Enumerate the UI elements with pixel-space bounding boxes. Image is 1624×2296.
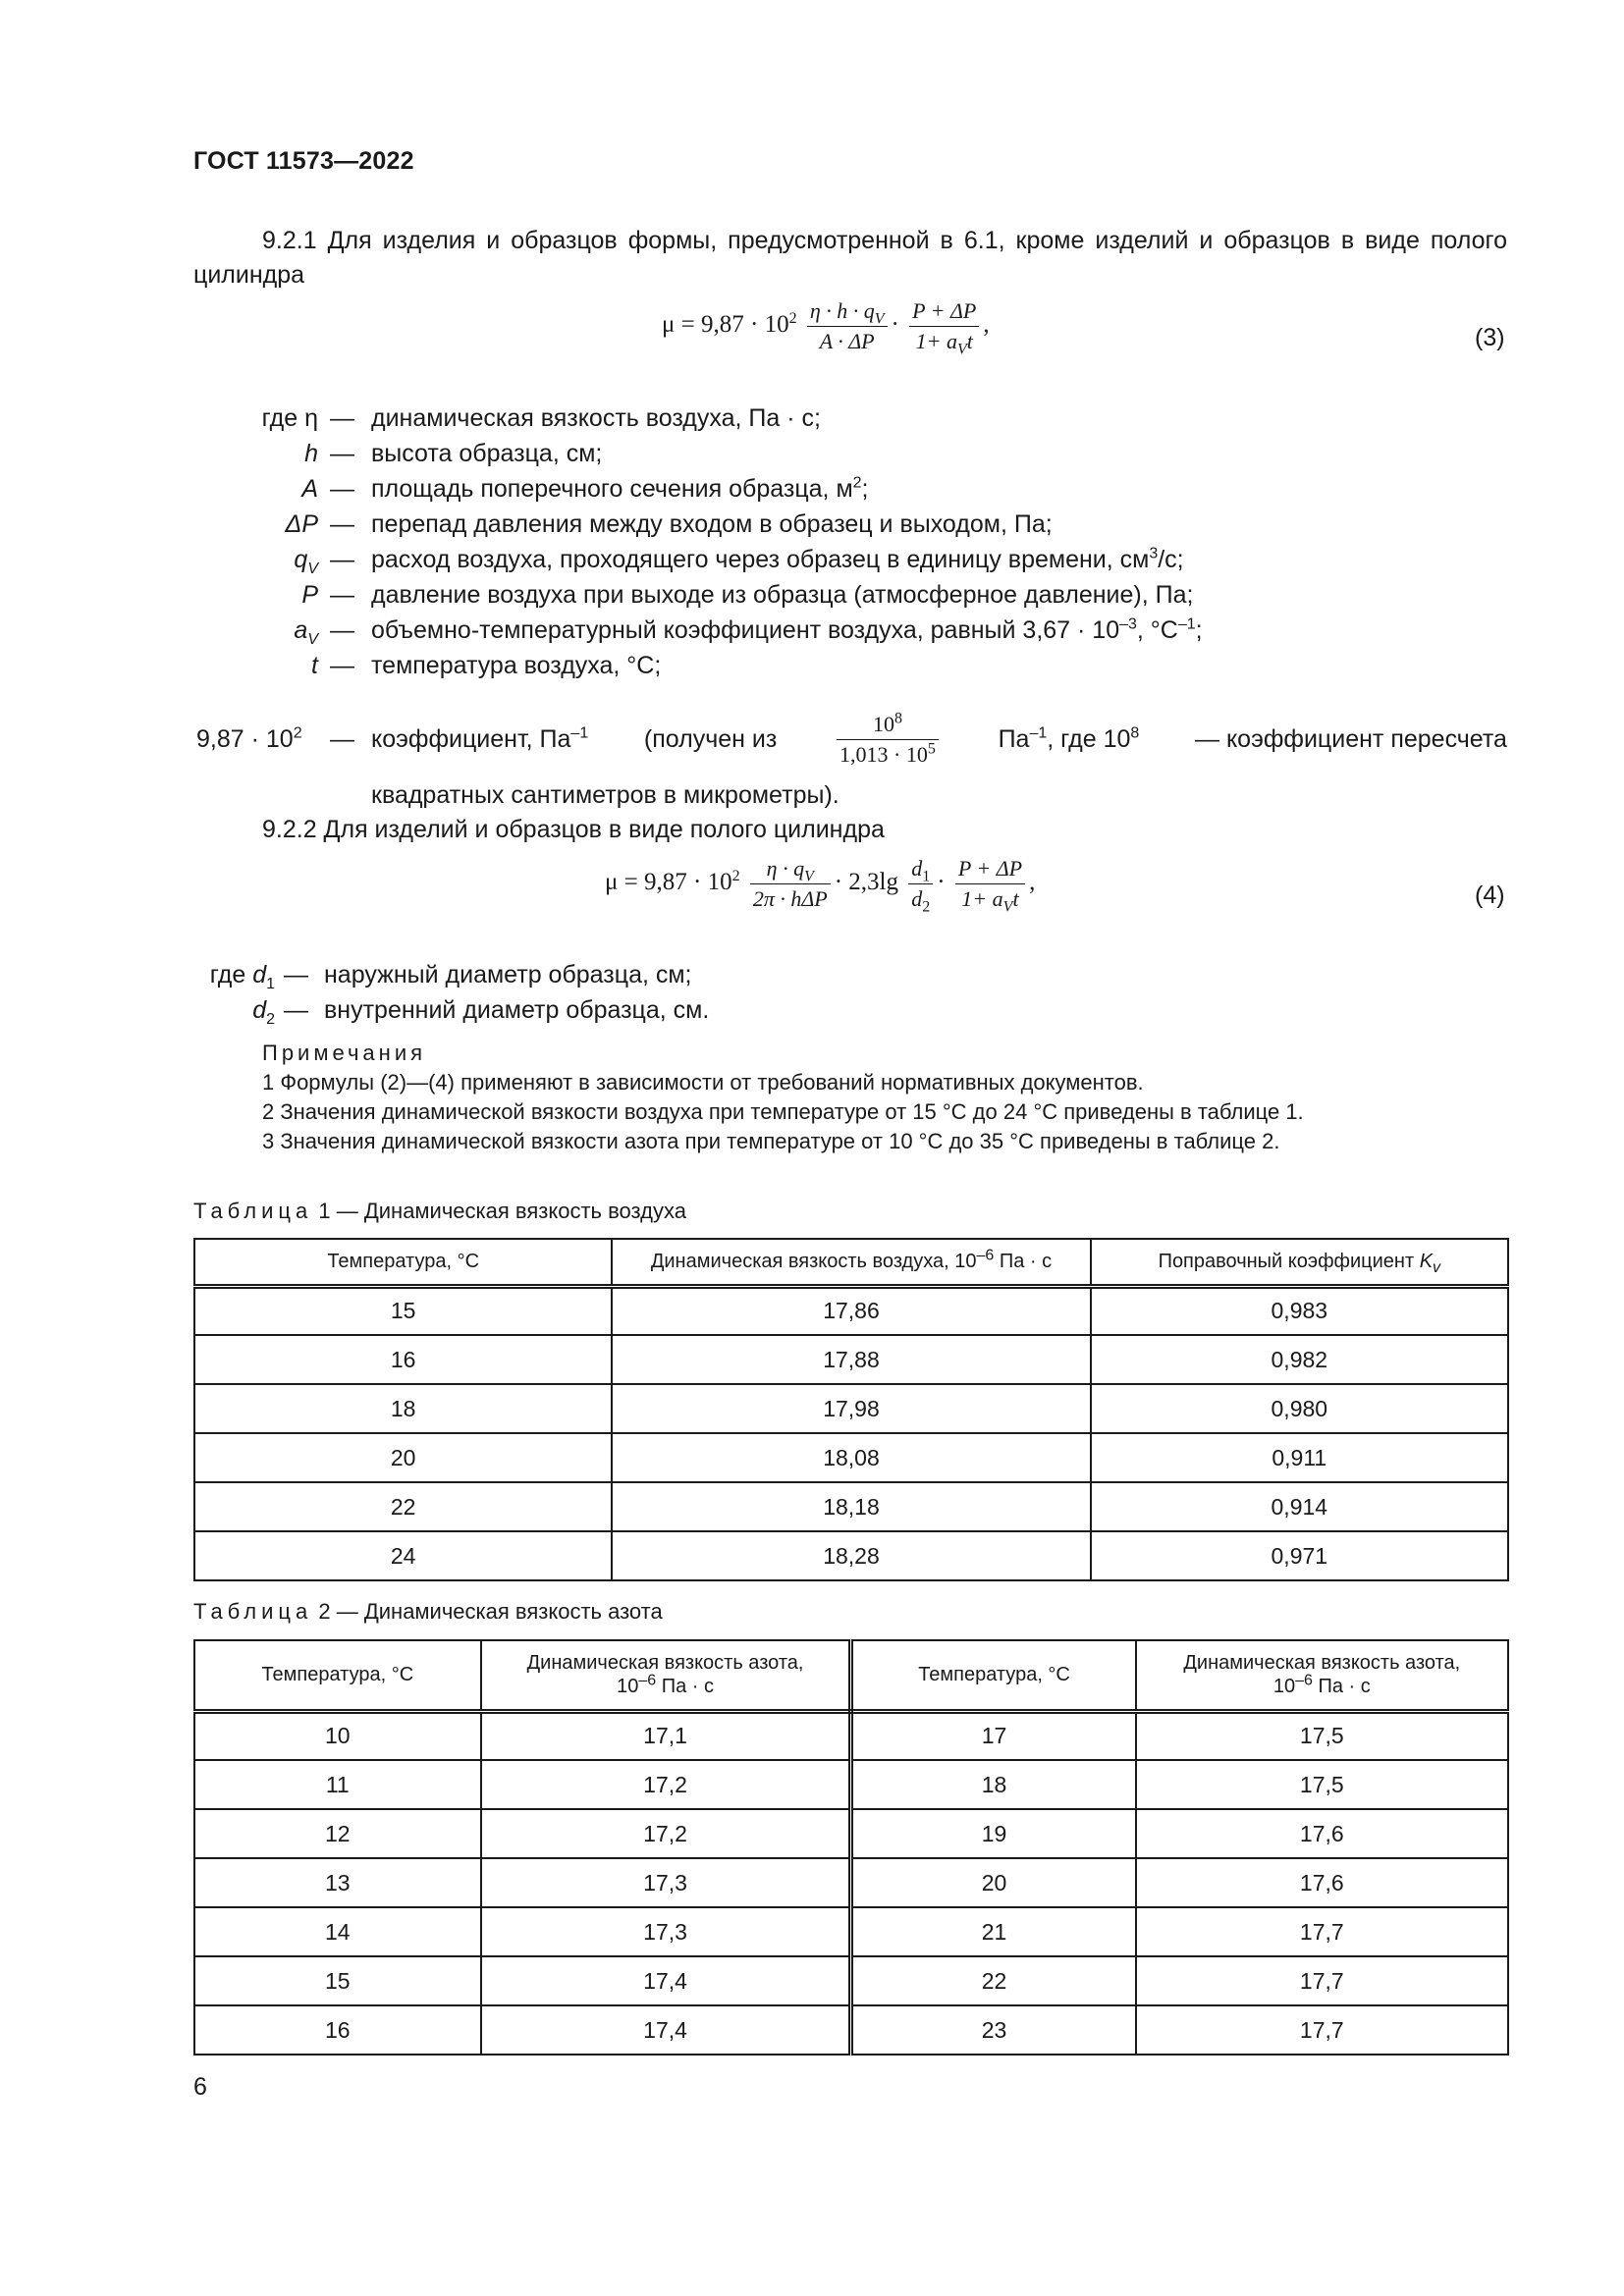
table-2-caption bbox=[193, 1599, 663, 1625]
formula-4-frac2-num-sub: 1 bbox=[922, 868, 931, 885]
formula-3-frac2-den-b: t bbox=[966, 329, 973, 353]
table-cell: 11 bbox=[194, 1760, 481, 1809]
definition-prefix: где bbox=[209, 961, 253, 988]
table-cell: 17,7 bbox=[1136, 1956, 1508, 2005]
formula-4-frac1-den: 2π · hΔP bbox=[752, 886, 828, 911]
definition-symbol: d bbox=[252, 961, 267, 988]
table-cell: 17,5 bbox=[1136, 1760, 1508, 1809]
definition-text-tail2: ; bbox=[1195, 616, 1203, 644]
definition-dash: — bbox=[284, 961, 308, 988]
table-cell: 19 bbox=[851, 1809, 1136, 1858]
definition-dash: — bbox=[330, 581, 354, 609]
coef-dash: — bbox=[330, 725, 354, 753]
table-1-caption-rest: 1 — Динамическая вязкость воздуха bbox=[318, 1199, 686, 1223]
table-1-header-viscosity bbox=[612, 1239, 1090, 1286]
definition-symbol-sub: 2 bbox=[266, 1011, 275, 1028]
formula-3-fraction-2 bbox=[909, 298, 979, 358]
formula-4-frac3-num: P + ΔP bbox=[955, 856, 1025, 884]
coef-part-4: , где 10 bbox=[1047, 725, 1131, 753]
table-cell: 17,1 bbox=[481, 1711, 851, 1760]
section-9-2-2-text: 9.2.2 Для изделий и образцов в виде полого цилиндра bbox=[262, 816, 885, 843]
table-row bbox=[194, 1433, 1508, 1482]
table-row bbox=[194, 1760, 1508, 1809]
table-1-caption-word: Таблица bbox=[193, 1199, 313, 1223]
definition-dash: — bbox=[284, 996, 308, 1024]
table-cell: 17,3 bbox=[481, 1907, 851, 1956]
definition-text-sup: 3 bbox=[1149, 545, 1159, 562]
table-cell: 17,98 bbox=[612, 1384, 1090, 1433]
table-cell: 17,7 bbox=[1136, 2005, 1508, 2055]
formula-4-exp: 2 bbox=[731, 867, 740, 884]
coef-symbol-sup: 2 bbox=[293, 724, 302, 742]
table-2-header-viscosity-2-tail: Па · с bbox=[1312, 1676, 1371, 1698]
table-cell: 0,911 bbox=[1091, 1433, 1508, 1482]
formula-4-tail: , bbox=[1029, 869, 1036, 896]
formula-4-frac1-num-sub: V bbox=[804, 868, 814, 885]
definition-symbol-sub: V bbox=[307, 631, 318, 648]
definition-text: перепад давления между входом в образец и выходом, Па; bbox=[371, 510, 1053, 538]
note-item: 1 Формулы (2)—(4) применяют в зависимости от требований нормативных документов. bbox=[262, 1070, 1144, 1095]
definition-symbol: q bbox=[294, 546, 308, 573]
coef-part-3-sup: –1 bbox=[1029, 724, 1048, 742]
table-cell: 18,08 bbox=[612, 1433, 1090, 1482]
definition-symbol: t bbox=[311, 652, 318, 679]
table-cell: 21 bbox=[851, 1907, 1136, 1956]
definition-symbol: ΔP bbox=[285, 510, 318, 538]
definition-dash: — bbox=[330, 475, 354, 503]
table-cell: 15 bbox=[194, 1286, 612, 1335]
table-cell: 17,86 bbox=[612, 1286, 1090, 1335]
table-row bbox=[194, 1809, 1508, 1858]
coef-fraction bbox=[837, 712, 939, 768]
formula-3-frac1-den: A · ΔP bbox=[819, 329, 875, 353]
definition-symbol: a bbox=[294, 616, 308, 644]
definition-row bbox=[0, 542, 1624, 577]
table-1-header-temperature: Температура, °С bbox=[194, 1239, 612, 1286]
definition-dash: — bbox=[330, 616, 354, 644]
table-1-header-correction-text: Поправочный коэффициент bbox=[1158, 1251, 1420, 1273]
definition-text-sup: –3 bbox=[1119, 615, 1137, 633]
coef-frac-num-sup: 8 bbox=[893, 710, 902, 727]
table-cell: 0,971 bbox=[1091, 1531, 1508, 1580]
formula-3-exp: 2 bbox=[788, 309, 797, 327]
table-cell: 17,4 bbox=[481, 2005, 851, 2055]
table-2-header-viscosity-2-line2: 10 bbox=[1272, 1676, 1296, 1698]
table-row bbox=[194, 1384, 1508, 1433]
table-row bbox=[194, 1858, 1508, 1907]
table-cell: 17,6 bbox=[1136, 1858, 1508, 1907]
formula-3-frac2-den-sub: V bbox=[956, 341, 967, 358]
table-row bbox=[194, 1531, 1508, 1580]
table-cell: 17,2 bbox=[481, 1760, 851, 1809]
table-row bbox=[194, 1482, 1508, 1531]
formula-3-dot: · bbox=[891, 311, 899, 339]
table-row bbox=[194, 1711, 1508, 1760]
table-2-caption-word: Таблица bbox=[193, 1599, 313, 1624]
definition-row bbox=[0, 436, 1624, 471]
table-2-header-viscosity-2-line1: Динамическая вязкость азота, bbox=[1183, 1652, 1461, 1675]
table-cell: 17,2 bbox=[481, 1809, 851, 1858]
definition-symbol: η bbox=[304, 404, 318, 432]
definition-text: расход воздуха, проходящего через образец в единицу времени, см bbox=[371, 546, 1150, 573]
definition-row bbox=[0, 400, 1624, 436]
notes-heading: Примечания bbox=[262, 1041, 427, 1065]
definition-text: давление воздуха при выходе из образца (атмосферное давление), Па; bbox=[371, 581, 1194, 609]
definition-text-sup: 2 bbox=[852, 474, 862, 492]
document-header-title: ГОСТ 11573—2022 bbox=[193, 147, 414, 175]
table-cell: 17,6 bbox=[1136, 1809, 1508, 1858]
definition-text: динамическая вязкость воздуха, Па · с; bbox=[371, 404, 821, 432]
formula-4-frac2-num: d bbox=[911, 856, 923, 881]
coef-part-2: (получен из bbox=[643, 725, 778, 753]
table-1-header-correction-sub: v bbox=[1433, 1259, 1441, 1277]
formula-3-fraction-1 bbox=[807, 298, 888, 354]
table-2-header-viscosity-1-line1: Динамическая вязкость азота, bbox=[526, 1652, 804, 1675]
coef-definition-symbol bbox=[196, 717, 302, 762]
definition-row bbox=[0, 471, 1624, 507]
table-2-header-temperature-1: Температура, °С bbox=[194, 1640, 481, 1711]
formula-4-frac2-den-sub: 2 bbox=[922, 898, 931, 916]
table-2-header-viscosity-2-sup: –6 bbox=[1295, 1672, 1313, 1689]
definition-text-tail: /с; bbox=[1158, 546, 1184, 573]
table-cell: 17,3 bbox=[481, 1858, 851, 1907]
table-cell: 18,28 bbox=[612, 1531, 1090, 1580]
formula-4 bbox=[605, 856, 1036, 916]
table-cell: 18,18 bbox=[612, 1482, 1090, 1531]
definition-prefix: где bbox=[261, 404, 305, 432]
table-1-header-viscosity-sup: –6 bbox=[976, 1247, 995, 1264]
note-item: 3 Значения динамической вязкости азота при температуре от 10 °С до 35 °С приведены в таблице 2. bbox=[262, 1129, 1280, 1153]
definition-row bbox=[0, 992, 1624, 1028]
definition-symbol: h bbox=[304, 440, 318, 467]
coef-frac-den-sup: 5 bbox=[927, 740, 936, 758]
definitions-9-2-1 bbox=[0, 400, 1624, 695]
table-cell: 0,914 bbox=[1091, 1482, 1508, 1531]
coef-frac-num: 10 bbox=[872, 711, 894, 736]
definition-text: объемно-температурный коэффициент воздуха, равный 3,67 · 10 bbox=[371, 616, 1120, 644]
page-number: 6 bbox=[193, 2073, 207, 2101]
definition-row bbox=[0, 957, 1624, 992]
formula-4-mid: · 2,3lg bbox=[834, 869, 898, 896]
formula-3-frac1-num: η · h · q bbox=[809, 298, 875, 323]
formula-4-frac3-den-sub: V bbox=[1002, 898, 1013, 916]
formula-4-frac3-den-b: t bbox=[1012, 886, 1019, 911]
note-item: 2 Значения динамической вязкости воздуха при температуре от 15 °С до 24 °С приведены в таблице 1. bbox=[262, 1099, 1304, 1124]
table-2-header-viscosity-1 bbox=[481, 1640, 851, 1711]
table-1-header-correction bbox=[1091, 1239, 1508, 1286]
table-row bbox=[194, 1956, 1508, 2005]
table-cell: 17,4 bbox=[481, 1956, 851, 2005]
table-2-header-viscosity-2 bbox=[1136, 1640, 1508, 1711]
formula-4-frac1-num: η · q bbox=[766, 856, 805, 881]
definition-symbol-sub: 1 bbox=[266, 976, 275, 992]
table-1-header-correction-symbol: K bbox=[1419, 1251, 1434, 1273]
definition-text: наружный диаметр образца, см; bbox=[324, 961, 692, 988]
table-cell: 23 bbox=[851, 2005, 1136, 2055]
definitions-9-2-2 bbox=[0, 957, 1624, 1030]
coef-frac-den: 1,013 · 10 bbox=[839, 741, 928, 767]
formula-4-frac3-den-a: 1+ a bbox=[961, 886, 1003, 911]
formula-4-dot: · bbox=[937, 869, 946, 896]
formula-3-frac2-num: P + ΔP bbox=[909, 298, 979, 327]
definition-text: внутренний диаметр образца, см. bbox=[324, 996, 710, 1024]
table-2-header-temperature-2: Температура, °С bbox=[851, 1640, 1136, 1711]
table-row bbox=[194, 1286, 1508, 1335]
equation-number-4: (4) bbox=[1475, 881, 1505, 909]
table-cell: 0,982 bbox=[1091, 1335, 1508, 1384]
formula-4-fraction-1 bbox=[750, 856, 831, 912]
table-row bbox=[194, 2005, 1508, 2055]
definition-dash: — bbox=[330, 652, 354, 679]
coef-definition-line-1 bbox=[371, 710, 1507, 767]
definition-row bbox=[0, 577, 1624, 613]
table-cell: 13 bbox=[194, 1858, 481, 1907]
table-cell: 16 bbox=[194, 2005, 481, 2055]
table-2-caption-rest: 2 — Динамическая вязкость азота bbox=[318, 1599, 663, 1624]
table-cell: 20 bbox=[194, 1433, 612, 1482]
definition-row bbox=[0, 648, 1624, 683]
table-2 bbox=[193, 1639, 1509, 2056]
formula-4-lhs: μ = 9,87 · 10 bbox=[605, 869, 732, 896]
table-1-header-viscosity-text: Динамическая вязкость воздуха, 10 bbox=[650, 1251, 977, 1273]
formula-4-fraction-2 bbox=[908, 856, 933, 916]
table-cell: 0,980 bbox=[1091, 1384, 1508, 1433]
table-cell: 22 bbox=[194, 1482, 612, 1531]
definition-text-tail: , °С bbox=[1136, 616, 1178, 644]
table-cell: 22 bbox=[851, 1956, 1136, 2005]
table-cell: 14 bbox=[194, 1907, 481, 1956]
table-cell: 17,7 bbox=[1136, 1907, 1508, 1956]
table-cell: 0,983 bbox=[1091, 1286, 1508, 1335]
table-cell: 10 bbox=[194, 1711, 481, 1760]
table-row bbox=[194, 1335, 1508, 1384]
definition-dash: — bbox=[330, 440, 354, 467]
table-2-header-viscosity-1-tail: Па · с bbox=[656, 1676, 714, 1698]
definition-text-tail: ; bbox=[861, 475, 869, 503]
table-cell: 24 bbox=[194, 1531, 612, 1580]
formula-3-frac2-den-a: 1+ a bbox=[915, 329, 957, 353]
coef-symbol: 9,87 · 10 bbox=[196, 725, 294, 753]
equation-number-3: (3) bbox=[1475, 324, 1505, 351]
formula-4-frac2-den: d bbox=[911, 886, 923, 911]
table-1-caption bbox=[193, 1199, 686, 1224]
coef-definition-line-2: квадратных сантиметров в микрометры). bbox=[371, 781, 839, 809]
coef-part-5: — коэффициент пересчета bbox=[1195, 725, 1507, 753]
table-cell: 15 bbox=[194, 1956, 481, 2005]
formula-3 bbox=[662, 298, 990, 358]
table-1 bbox=[193, 1238, 1509, 1581]
definition-text: температура воздуха, °С; bbox=[371, 652, 662, 679]
coef-part-4-sup: 8 bbox=[1130, 724, 1140, 742]
definition-dash: — bbox=[330, 510, 354, 538]
definition-symbol: d bbox=[252, 996, 267, 1024]
definition-dash: — bbox=[330, 404, 354, 432]
coef-part-1-sup: –1 bbox=[570, 724, 589, 742]
table-cell: 16 bbox=[194, 1335, 612, 1384]
definition-dash: — bbox=[330, 546, 354, 573]
table-cell: 12 bbox=[194, 1809, 481, 1858]
formula-3-lhs: μ = 9,87 · 10 bbox=[662, 311, 789, 339]
definition-text-sup2: –1 bbox=[1177, 615, 1196, 633]
definition-row bbox=[0, 613, 1624, 648]
table-cell: 17,5 bbox=[1136, 1711, 1508, 1760]
table-cell: 17,88 bbox=[612, 1335, 1090, 1384]
section-9-2-1-text: 9.2.1 Для изделия и образцов формы, предусмотренной в 6.1, кроме изделий и образцов в виде полого цилиндра bbox=[193, 227, 1507, 289]
table-cell: 17 bbox=[851, 1711, 1136, 1760]
table-cell: 18 bbox=[851, 1760, 1136, 1809]
definition-text: высота образца, см; bbox=[371, 440, 603, 467]
coef-part-3: Па bbox=[998, 725, 1030, 753]
definition-symbol-sub: V bbox=[307, 561, 318, 577]
formula-4-fraction-3 bbox=[955, 856, 1025, 916]
table-1-header-viscosity-tail: Па · с bbox=[994, 1251, 1053, 1273]
coef-part-1: коэффициент, Па bbox=[371, 725, 571, 753]
definition-symbol: P bbox=[301, 581, 318, 609]
table-row bbox=[194, 1907, 1508, 1956]
definition-text: площадь поперечного сечения образца, м bbox=[371, 475, 853, 503]
definition-symbol: A bbox=[301, 475, 318, 503]
formula-3-frac1-num-sub: V bbox=[874, 310, 885, 328]
definition-row bbox=[0, 507, 1624, 542]
table-cell: 20 bbox=[851, 1858, 1136, 1907]
formula-3-tail: , bbox=[983, 311, 990, 339]
table-cell: 18 bbox=[194, 1384, 612, 1433]
table-2-header-viscosity-1-line2: 10 bbox=[617, 1676, 639, 1698]
table-2-header-viscosity-1-sup: –6 bbox=[638, 1672, 657, 1689]
